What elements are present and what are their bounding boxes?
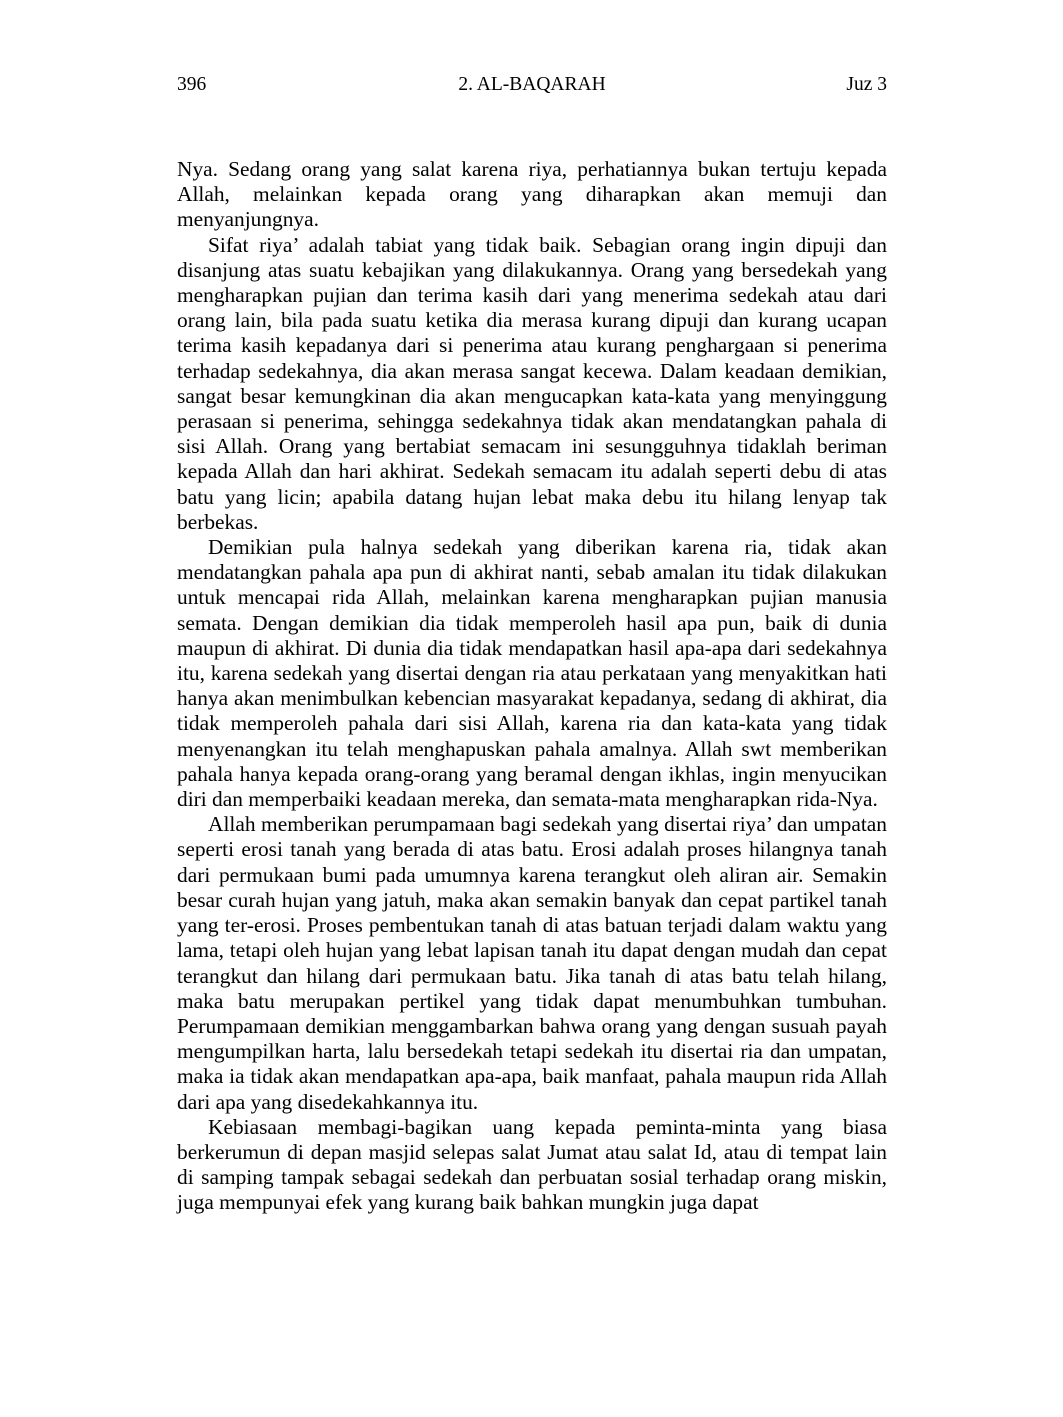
paragraph-3: Demikian pula halnya sedekah yang diberikan karena ria, tidak akan mendatangkan pahala apa pun di akhirat nanti, sebab amalan itu tidak dilakukan untuk mencapai rida Allah, melainkan karena mengharapkan pujian manusia semata. Dengan demikian dia tidak memperoleh hasil apa pun, baik di dunia maupun di akhirat. Di dunia dia tidak mendapatkan hasil apa-apa dari sedekahnya itu, karena sedekah yang disertai dengan ria atau perkataan yang menyakitkan hati hanya akan menimbulkan kebencian masyarakat kepadanya, sedang di akhirat, dia tidak memperoleh pahala dari sisi Allah, karena ria dan kata-kata yang tidak menyenangkan itu telah menghapuskan pahala amalnya. Allah swt memberikan pahala hanya kepada orang-orang yang beramal dengan ikhlas, ingin menyucikan diri dan memperbaiki keadaan mereka, dan semata-mata mengharapkan rida-Nya. — [177, 535, 887, 812]
paragraph-1: Nya. Sedang orang yang salat karena riya, perhatiannya bukan tertuju kepada Allah, melainkan kepada orang yang diharapkan akan memuji dan menyanjungnya. — [177, 157, 887, 232]
paragraph-2: Sifat riya’ adalah tabiat yang tidak baik. Sebagian orang ingin dipuji dan disanjung atas suatu kebajikan yang dilakukannya. Orang yang bersedekah yang mengharapkan pujian dan terima kasih dari yang menerima sedekah atau dari orang lain, bila pada suatu ketika dia merasa kurang dipuji dan kurang ucapan terima kasih kepadanya dari si penerima atau kurang penghargaan si penerima terhadap sedekahnya, dia akan merasa sangat kecewa. Dalam keadaan demikian, sangat besar kemungkinan dia akan mengucapkan kata-kata yang menyinggung perasaan si penerima, sehingga sedekahnya tidak akan mendatangkan pahala di sisi Allah. Orang yang bertabiat semacam ini sesungguhnya tidaklah beriman kepada Allah dan hari akhirat. Sedekah semacam itu adalah seperti debu di atas batu yang licin; apabila datang hujan lebat maka debu itu hilang lenyap tak berbekas. — [177, 232, 887, 534]
paragraph-4: Allah memberikan perumpamaan bagi sedekah yang disertai riya’ dan umpatan seperti erosi tanah yang berada di atas batu. Erosi adalah proses hilangnya tanah dari permukaan bumi pada umumnya karena terangkut oleh aliran air. Semakin besar curah hujan yang jatuh, maka akan semakin banyak dan cepat partikel tanah yang ter-erosi. Proses pembentukan tanah di atas batuan terjadi dalam waktu yang lama, tetapi oleh hujan yang lebat lapisan tanah itu dapat dengan mudah dan cepat terangkut dan hilang dari permukaan batu. Jika tanah di atas batu telah hilang, maka batu merupakan pertikel yang tidak dapat menumbuhkan tumbuhan. Perumpamaan demikian menggambarkan bahwa orang yang dengan susuah payah mengumpilkan harta, lalu bersedekah tetapi sedekah itu disertai ria dan umpatan, maka ia tidak akan mendapatkan apa-apa, baik manfaat, pahala maupun rida Allah dari apa yang disedekahkannya itu. — [177, 812, 887, 1114]
chapter-title: 2. AL-BAQARAH — [458, 74, 606, 95]
juz-label: Juz 3 — [846, 74, 887, 95]
page-number: 396 — [177, 74, 207, 95]
paragraph-5: Kebiasaan membagi-bagikan uang kepada peminta-minta yang biasa berkerumun di depan masjid selepas salat Jumat atau salat Id, atau di tempat lain di samping tampak sebagai sedekah dan perbuatan sosial terhadap orang miskin, juga mempunyai efek yang kurang baik bahkan mungkin juga dapat — [177, 1114, 887, 1215]
page-header — [177, 72, 887, 98]
body-text — [177, 157, 887, 1216]
